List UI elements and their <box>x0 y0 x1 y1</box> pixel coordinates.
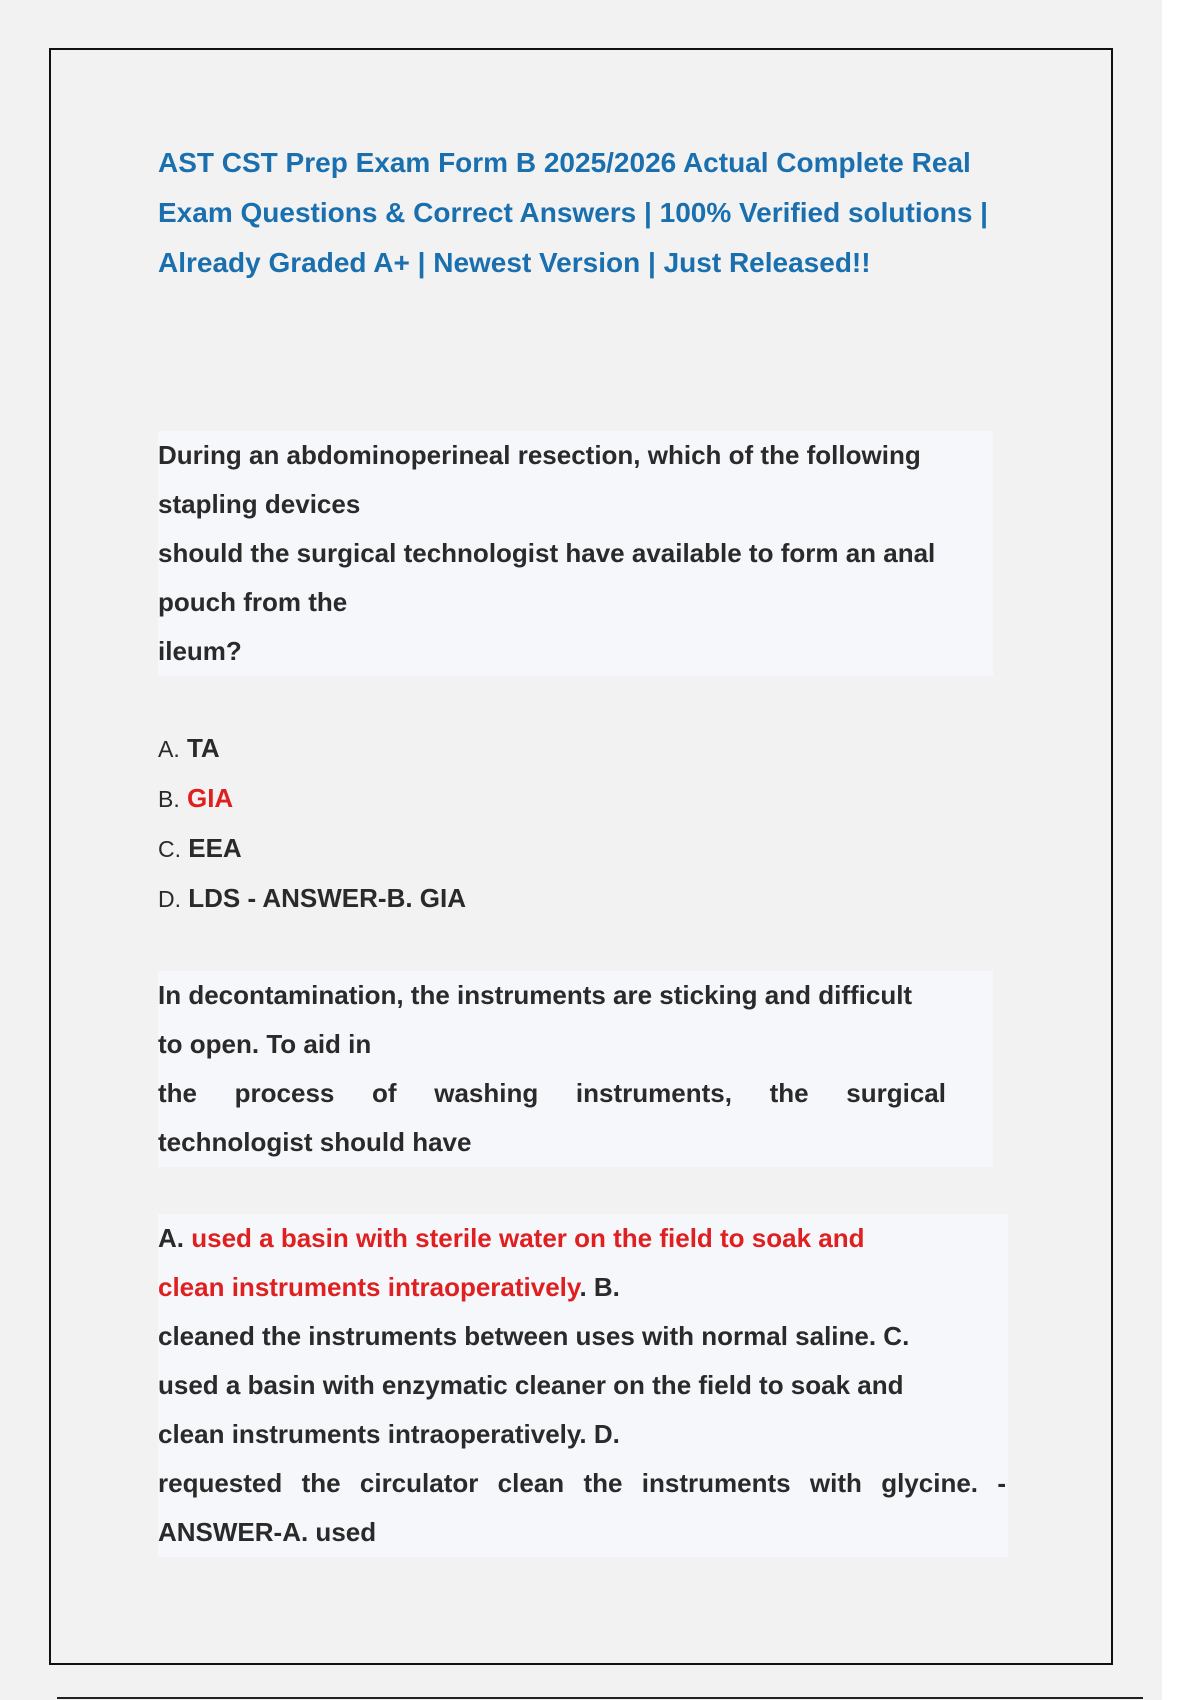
option-b <box>158 774 466 824</box>
correct-answer-highlight: clean instruments intraoperatively <box>158 1272 580 1302</box>
option-c <box>158 824 466 874</box>
page-margin-strip <box>1162 0 1200 1700</box>
option-d <box>158 874 466 924</box>
question-2-answer-line: ANSWER-A. used <box>158 1517 377 1547</box>
option-letter: A. <box>158 736 180 762</box>
question-2-line: In decontamination, the instruments are sticking and difficult <box>158 980 913 1010</box>
option-letter: B. <box>158 786 180 812</box>
option-letter: C. <box>158 836 181 862</box>
question-1-text <box>158 431 993 676</box>
question-2-text <box>158 971 993 1167</box>
question-1-line: ileum? <box>158 636 242 666</box>
footer-divider <box>57 1697 1143 1699</box>
correct-answer-highlight: used a basin with sterile water on the field to soak and <box>191 1223 865 1253</box>
question-2-options <box>158 1214 1008 1557</box>
option-suffix: . B. <box>579 1272 620 1302</box>
question-2-option-line: used a basin with enzymatic cleaner on the field to soak and <box>158 1370 904 1400</box>
option-text: TA <box>186 733 220 763</box>
option-a <box>158 724 466 774</box>
question-2-line: to open. To aid in <box>158 1029 372 1059</box>
question-2-option-line: cleaned the instruments between uses with normal saline. C. <box>158 1321 910 1351</box>
question-2-option-line: requested the circulator clean the instruments with glycine. - <box>158 1468 1006 1498</box>
option-letter: D. <box>158 886 181 912</box>
question-1-line: should the surgical technologist have available to form an anal <box>158 538 936 568</box>
question-2-option-line <box>158 1214 1008 1263</box>
option-text-with-answer: LDS - ANSWER-B. GIA <box>188 883 467 913</box>
document-title: AST CST Prep Exam Form B 2025/2026 Actual Complete Real Exam Questions & Correct Answers | 100% Verified solutions | Already Graded A+ | Newest Version | Just Released!! <box>158 147 989 278</box>
question-1-options <box>158 724 466 924</box>
question-1-line: stapling devices <box>158 489 361 519</box>
option-text: EEA <box>188 833 242 863</box>
question-1-line: pouch from the <box>158 587 348 617</box>
question-1-line: During an abdominoperineal resection, which of the following <box>158 440 921 470</box>
question-2-line: the process of washing instruments, the surgical <box>158 1078 946 1108</box>
question-2-option-line <box>158 1263 1008 1312</box>
question-2-option-line: clean instruments intraoperatively. D. <box>158 1419 620 1449</box>
question-2-line: technologist should have <box>158 1127 472 1157</box>
option-prefix: A. <box>158 1223 192 1253</box>
option-text-correct: GIA <box>186 783 234 813</box>
